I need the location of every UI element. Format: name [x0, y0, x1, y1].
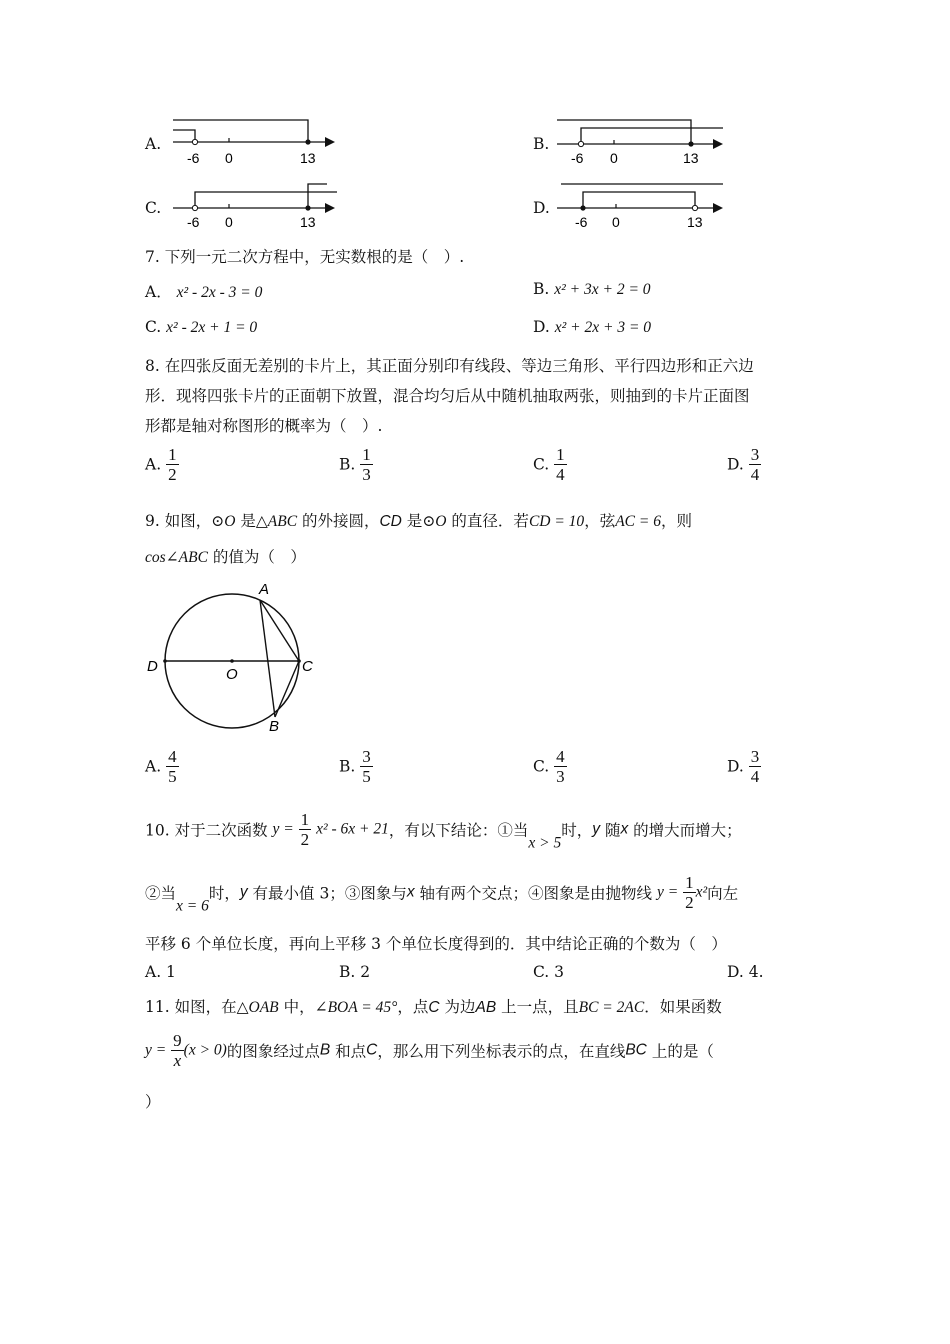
q6-number-line-d	[553, 178, 733, 238]
q9-option-b: B. $\frac{3}{5}$	[339, 747, 371, 786]
q9-stem-line-2: cos∠ABC 的值为（ ）	[145, 548, 306, 566]
q8-line-3: 形都是轴对称图形的概率为（ ）.	[145, 417, 383, 435]
point-c-label: C	[302, 658, 313, 675]
q10-option-c: C. 3	[533, 963, 565, 981]
q9-option-c: C. $\frac{4}{3}$	[533, 747, 565, 786]
q9-option-a: A. $\frac{4}{5}$	[145, 747, 177, 786]
q9-stem-line-1: 9. 如图，⊙O 是△ABC 的外接圆，CD 是⊙O 的直径．若CD = 10，弦AC = 6，则	[145, 512, 692, 530]
svg-text:-6: -6	[187, 214, 200, 230]
q8-option-a: A. $\frac{1}{2}$	[145, 445, 177, 484]
tick-0: 0	[225, 150, 233, 166]
q8-line-1: 8. 在四张反面无差别的卡片上，其正面分别印有线段、等边三角形、平行四边形和正六边	[145, 357, 754, 375]
tick-13: 13	[300, 150, 316, 166]
svg-text:0: 0	[225, 214, 233, 230]
point-b-label: B	[269, 718, 280, 735]
svg-text:0: 0	[612, 214, 620, 230]
tick-neg6: -6	[187, 150, 200, 166]
q8-line-2: 形．现将四张卡片的正面朝下放置，混合均匀后从中随机抽取两张，则抽到的卡片正面图	[145, 387, 750, 405]
q9-option-d: D. $\frac{3}{4}$	[727, 747, 760, 786]
svg-text:13: 13	[687, 214, 703, 230]
q10-option-d: D. 4.	[727, 963, 764, 981]
q11-line-2: y = $\frac{9}{x}$ (x > 0)的图象经过点B 和点C，那么用下列坐标表示的点，在直线BC 上的是（	[145, 1031, 714, 1070]
svg-text:-6: -6	[571, 150, 584, 166]
q7-stem: 7. 下列一元二次方程中，无实数根的是（ ）.	[145, 248, 465, 266]
point-d-label: D	[147, 658, 158, 675]
q10-line-1: 10. 对于二次函数 y = $\frac{1}{2}$ x² - 6x + 21，有以下结论：①当x > 5时，y 随x 的增大而增大；	[145, 810, 742, 852]
q9-circle-figure	[140, 578, 330, 738]
q7-option-b: B. x² + 3x + 2 = 0	[533, 280, 651, 298]
q10-line-3: 平移 6 个单位长度，再向上平移 3 个单位长度得到的．其中结论正确的个数为（ ）	[145, 935, 727, 953]
q8-option-c: C. $\frac{1}{4}$	[533, 445, 565, 484]
q10-line-2: ②当x = 6时，y 有最小值 3；③图象与x 轴有两个交点；④图象是由抛物线 y = $\frac{1}{2}$ x²向左	[145, 873, 739, 915]
q8-option-d: D. $\frac{3}{4}$	[727, 445, 760, 484]
q6-number-line-c	[165, 178, 345, 238]
q10-option-a: A. 1	[145, 963, 176, 981]
q11-line-3: ）	[145, 1093, 161, 1111]
q6-number-line-a	[165, 112, 345, 174]
q6-number-line-b	[553, 112, 733, 174]
q7-option-d: D. x² + 2x + 3 = 0	[533, 318, 652, 336]
q10-option-b: B. 2	[339, 963, 371, 981]
point-o-label: O	[226, 666, 238, 683]
q8-option-b: B. $\frac{1}{3}$	[339, 445, 371, 484]
svg-text:-6: -6	[575, 214, 588, 230]
q7-option-a: A． x² - 2x - 3 = 0	[145, 283, 263, 301]
q11-line-1: 11. 如图，在△OAB 中，∠BOA = 45°，点C 为边AB 上一点，且BC = 2AC．如果函数	[145, 998, 722, 1016]
q6-option-c-label: C.	[145, 199, 162, 217]
q6-option-a-label: A.	[145, 135, 162, 153]
q6-option-b-label: B.	[533, 135, 550, 153]
svg-text:13: 13	[683, 150, 699, 166]
svg-text:13: 13	[300, 214, 316, 230]
q6-option-d-label: D.	[533, 199, 550, 217]
point-a-label: A	[259, 581, 270, 598]
svg-text:0: 0	[610, 150, 618, 166]
q7-option-c: C. x² - 2x + 1 = 0	[145, 318, 258, 336]
